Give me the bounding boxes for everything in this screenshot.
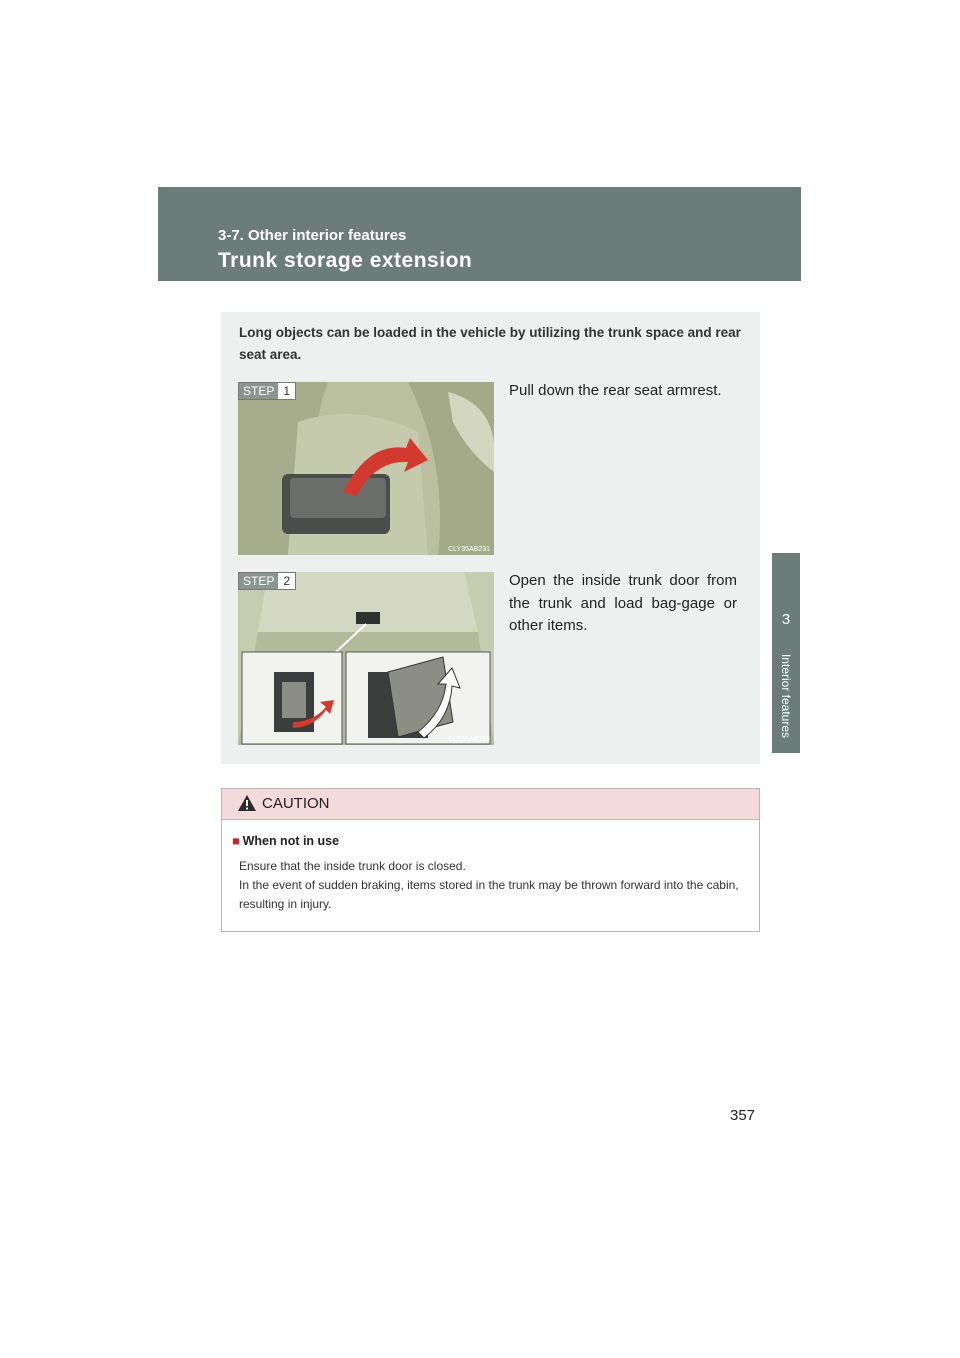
chapter-label: Interior features [779, 653, 793, 739]
step-2-badge [238, 572, 296, 590]
chapter-number: 3 [781, 611, 791, 628]
caution-title: CAUTION [262, 795, 330, 812]
step-2-text: Open the inside trunk door from the trunk and load bag-gage or other items. [509, 572, 737, 634]
step-label: STEP [239, 573, 278, 589]
caution-subheading-text: When not in use [242, 834, 340, 848]
caution-subheading [232, 834, 339, 848]
bullet-square-icon: ■ [232, 834, 240, 848]
warning-icon [237, 794, 257, 812]
trunk-door-illustration [238, 572, 494, 745]
chapter-tab [772, 553, 800, 753]
page-title: Trunk storage extension [218, 249, 473, 272]
intro-text: Long objects can be loaded in the vehicle by utilizing the trunk space and rear seat area. [239, 325, 741, 362]
caution-line: Ensure that the inside trunk door is closed. [239, 859, 466, 873]
caution-header [222, 789, 759, 820]
step-label: STEP [239, 383, 278, 399]
caution-box [221, 788, 760, 932]
section-label: 3-7. Other interior features [218, 227, 407, 244]
page-number: 357 [730, 1107, 756, 1124]
rear-seat-armrest-illustration [238, 382, 494, 555]
section-header [158, 187, 801, 281]
step-number: 1 [283, 384, 291, 398]
instructions-panel [221, 312, 760, 764]
image-code: CLY35AB150 [448, 736, 490, 743]
image-code: CLY35AB231 [448, 546, 490, 553]
caution-body [239, 857, 755, 914]
step-1-badge [238, 382, 296, 400]
armrest-drawing [238, 382, 494, 555]
caution-line: In the event of sudden braking, items stored in the trunk may be thrown forward into the cabin, resulting in injury. [239, 878, 739, 911]
step-1-text: Pull down the rear seat armrest. [509, 382, 722, 399]
step-number: 2 [283, 574, 291, 588]
trunk-drawing [238, 572, 494, 745]
